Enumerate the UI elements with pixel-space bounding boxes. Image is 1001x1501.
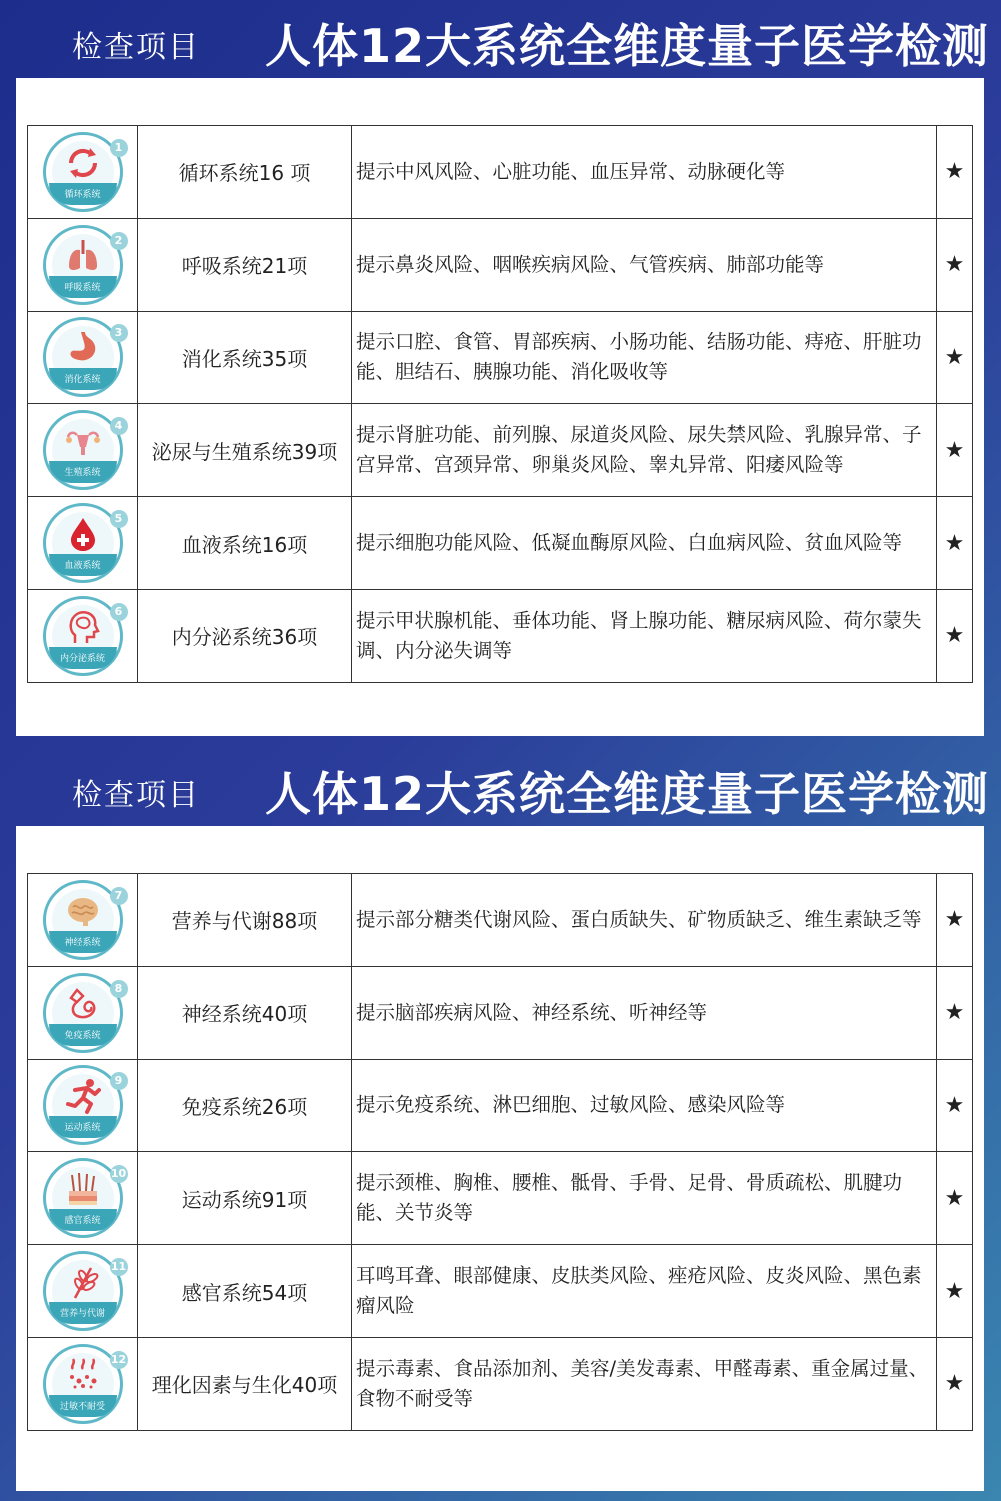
star-icon: ★ [937, 1152, 973, 1245]
table-row [28, 589, 973, 682]
system-badge [43, 225, 123, 305]
system-description: 提示口腔、食管、胃部疾病、小肠功能、结肠功能、痔疮、肝脏功能、胆结石、胰腺功能、消化吸收等 [352, 311, 937, 404]
system-name: 神经系统40项 [138, 966, 352, 1059]
section-label: 检查项目 [72, 30, 200, 65]
wheat-icon [63, 1262, 103, 1302]
blood-drop-icon [63, 514, 103, 554]
panel-bottom [0, 748, 1001, 1501]
badge-label: 过敏不耐受 [59, 1401, 105, 1412]
panel-top [0, 0, 1001, 748]
table-row [28, 311, 973, 404]
immune-icon [63, 984, 103, 1024]
system-badge [43, 880, 123, 960]
brain-icon [63, 891, 103, 931]
star-icon: ★ [937, 1337, 973, 1430]
system-description: 提示细胞功能风险、低凝血酶原风险、白血病风险、贫血风险等 [352, 497, 937, 590]
badge-label: 免疫系统 [64, 1030, 101, 1041]
system-name: 消化系统35项 [138, 311, 352, 404]
star-icon: ★ [937, 218, 973, 311]
table-row [28, 404, 973, 497]
star-icon: ★ [937, 126, 973, 219]
badge-number: 11 [110, 1258, 128, 1276]
runner-icon [63, 1076, 103, 1116]
system-badge [43, 132, 123, 212]
system-description: 提示鼻炎风险、咽喉疾病风险、气管疾病、肺部功能等 [352, 218, 937, 311]
badge-label: 神经系统 [64, 937, 101, 948]
table-row [28, 497, 973, 590]
system-description: 提示毒素、食品添加剂、美容/美发毒素、甲醛毒素、重金属过量、食物不耐受等 [352, 1337, 937, 1430]
badge-number: 12 [110, 1351, 128, 1369]
table-row [28, 126, 973, 219]
star-icon: ★ [937, 404, 973, 497]
system-name: 营养与代谢88项 [138, 874, 352, 967]
system-name: 血液系统16项 [138, 497, 352, 590]
stomach-icon [63, 328, 103, 368]
items-table-bottom [27, 873, 973, 1431]
page-title: 人体12大系统全维度量子医学检测 [265, 19, 990, 73]
system-badge [43, 317, 123, 397]
lungs-icon [63, 236, 103, 276]
system-badge [43, 1251, 127, 1331]
system-name: 泌尿与生殖系统39项 [138, 404, 352, 497]
system-description: 提示脑部疾病风险、神经系统、听神经等 [352, 966, 937, 1059]
table-row [28, 874, 973, 967]
badge-number: 6 [110, 603, 128, 621]
system-description: 耳鸣耳聋、眼部健康、皮肤类风险、痤疮风险、皮炎风险、黑色素瘤风险 [352, 1245, 937, 1338]
table-row [28, 218, 973, 311]
badge-label: 内分泌系统 [59, 653, 105, 664]
system-description: 提示肾脏功能、前列腺、尿道炎风险、尿失禁风险、乳腺异常、子宫异常、宫颈异常、卵巢炎风险、睾丸异常、阳痿风险等 [352, 404, 937, 497]
system-badge [43, 503, 123, 583]
system-badge [43, 596, 123, 676]
system-badge [43, 410, 123, 490]
badge-label: 呼吸系统 [64, 282, 101, 293]
star-icon: ★ [937, 874, 973, 967]
uterus-icon [63, 421, 103, 461]
system-badge [43, 973, 123, 1053]
badge-number: 3 [110, 324, 128, 342]
star-icon: ★ [937, 311, 973, 404]
star-icon: ★ [937, 1245, 973, 1338]
table-row [28, 1059, 973, 1152]
system-badge [43, 1065, 123, 1145]
star-icon: ★ [937, 497, 973, 590]
badge-label: 感官系统 [64, 1216, 101, 1227]
system-description: 提示中风风险、心脏功能、血压异常、动脉硬化等 [352, 126, 937, 219]
badge-label: 营养与代谢 [59, 1309, 105, 1320]
badge-number: 9 [110, 1072, 128, 1090]
system-description: 提示免疫系统、淋巴细胞、过敏风险、感染风险等 [352, 1059, 937, 1152]
header-top [0, 0, 1001, 78]
system-name: 循环系统16 项 [138, 126, 352, 219]
system-name: 内分泌系统36项 [138, 589, 352, 682]
badge-number: 4 [110, 417, 128, 435]
badge-label: 运动系统 [64, 1123, 101, 1134]
head-brain-icon [63, 607, 103, 647]
badge-number: 2 [110, 232, 128, 250]
badge-number: 7 [110, 887, 128, 905]
system-badge [43, 1158, 127, 1238]
page-title: 人体12大系统全维度量子医学检测 [265, 767, 990, 821]
system-name: 运动系统91项 [138, 1152, 352, 1245]
header-bottom [0, 748, 1001, 826]
items-table-top [27, 125, 973, 683]
badge-label: 循环系统 [64, 189, 101, 200]
table-row [28, 1245, 973, 1338]
system-description: 提示甲状腺机能、垂体功能、肾上腺功能、糖尿病风险、荷尔蒙失调、内分泌失调等 [352, 589, 937, 682]
badge-number: 8 [110, 980, 128, 998]
sheet-bottom [16, 826, 984, 1491]
table-row [28, 1152, 973, 1245]
system-badge [43, 1344, 127, 1424]
badge-number: 5 [110, 510, 128, 528]
allergy-icon [63, 1355, 103, 1395]
system-description: 提示颈椎、胸椎、腰椎、骶骨、手骨、足骨、骨质疏松、肌腱功能、关节炎等 [352, 1152, 937, 1245]
system-description: 提示部分糖类代谢风险、蛋白质缺失、矿物质缺乏、维生素缺乏等 [352, 874, 937, 967]
star-icon: ★ [937, 966, 973, 1059]
star-icon: ★ [937, 1059, 973, 1152]
sheet-top [16, 78, 984, 736]
badge-label: 生殖系统 [64, 468, 101, 479]
system-name: 呼吸系统21项 [138, 218, 352, 311]
badge-label: 消化系统 [64, 375, 101, 386]
table-row [28, 966, 973, 1059]
skin-icon [63, 1169, 103, 1209]
badge-number: 10 [110, 1165, 128, 1183]
badge-label: 血液系统 [64, 561, 101, 572]
system-name: 理化因素与生化40项 [138, 1337, 352, 1430]
system-name: 免疫系统26项 [138, 1059, 352, 1152]
circulation-icon [63, 143, 103, 183]
star-icon: ★ [937, 589, 973, 682]
badge-number: 1 [110, 139, 128, 157]
section-label: 检查项目 [72, 778, 200, 813]
table-row [28, 1337, 973, 1430]
system-name: 感官系统54项 [138, 1245, 352, 1338]
